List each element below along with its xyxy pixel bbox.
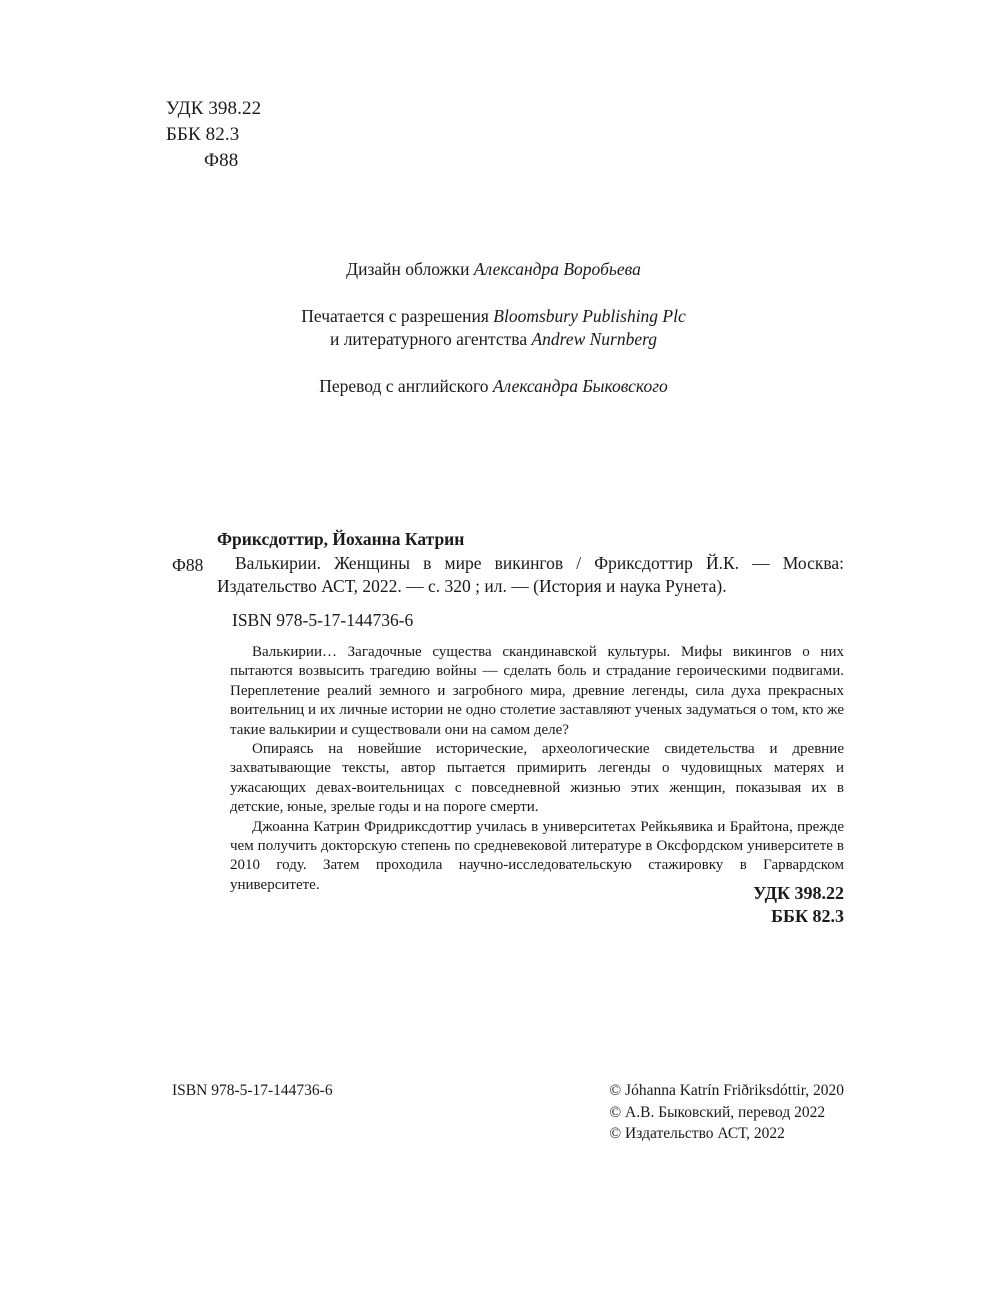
author-heading: Фриксдоттир, Йоханна Катрин	[217, 529, 465, 549]
shelf-mark-top: Ф88	[204, 150, 239, 171]
credits-block	[0, 258, 987, 398]
bbk-code-top: ББК 82.3	[166, 124, 240, 145]
translation-line	[0, 375, 987, 398]
shelf-mark-biblio: Ф88	[172, 555, 204, 575]
translation-prefix: Перевод с английского	[319, 376, 493, 396]
udk-code-top: УДК 398.22	[166, 98, 262, 119]
copyright-line: © А.В. Быковский, перевод 2022	[609, 1103, 826, 1121]
classification-codes-top	[166, 96, 261, 174]
permission-credit	[0, 305, 987, 351]
bbk-code-bottom: ББК 82.3	[771, 906, 844, 926]
biblio-description: Валькирии. Женщины в мире викингов / Фриксдоттир Й.К. — Москва: Издательство АСТ, 2022. — с. 320 ; ил. — (История и наука Рунета).	[217, 553, 844, 596]
cover-design-name: Александра Воробьева	[473, 259, 641, 279]
permission-publisher: Bloomsbury Publishing Plc	[493, 306, 686, 326]
annotation-paragraph: Валькирии… Загадочные существа скандинавской культуры. Мифы викингов о них пытаются возвысить трагедию войны — сделать боль и страдание героическими подвигами. Переплетение реалий земного и загробного мира, древние легенды, сила духа прекрасных воительниц и их личные истории не одно столетие заставляют ученых задуматься о том, кто же такие валькирии и существовали они на самом деле?	[230, 644, 844, 738]
permission-line	[0, 305, 987, 328]
biblio-description-wrap	[172, 552, 844, 597]
copyright-line: © Jóhanna Katrín Friðriksdóttir, 2020	[609, 1082, 844, 1099]
udk-code-bottom: УДК 398.22	[753, 883, 844, 903]
agency-prefix: и литературного агентства	[329, 329, 532, 349]
copyright-line: © Издательство АСТ, 2022	[609, 1125, 785, 1142]
isbn-biblio: ISBN 978-5-17-144736-6	[232, 610, 414, 630]
classification-codes-bottom	[753, 882, 844, 928]
agency-name: Andrew Nurnberg	[531, 329, 658, 349]
translator-name: Александра Быковского	[492, 376, 668, 396]
translation-credit	[0, 375, 987, 398]
cover-design-line	[0, 258, 987, 281]
permission-prefix: Печатается с разрешения	[301, 306, 494, 326]
copyright-block	[609, 1080, 844, 1145]
annotation-text	[172, 643, 844, 895]
agency-line	[0, 328, 987, 351]
cover-design-prefix: Дизайн обложки	[346, 259, 474, 279]
annotation-paragraph: Джоанна Катрин Фридриксдоттир училась в университетах Рейкьявика и Брайтона, прежде чем получить докторскую степень по средневековой литературе в Оксфордском университете в 2010 году. Затем проходила научно-исследовательскую стажировку в Гарвардском университете.	[230, 818, 844, 893]
isbn-footer: ISBN 978-5-17-144736-6	[172, 1082, 333, 1099]
annotation-paragraph: Опираясь на новейшие исторические, археологические свидетельства и древние захватывающие тексты, автор пытается примирить легенды о чудовищных матерях и ужасающих девах-воительницах с повседневной жизнью этих женщин, показывая их в детские, юные, зрелые годы и на пороге смерти.	[230, 741, 844, 816]
cover-design-credit	[0, 258, 987, 281]
page-footer	[172, 1080, 844, 1145]
bibliographic-record	[172, 528, 844, 895]
